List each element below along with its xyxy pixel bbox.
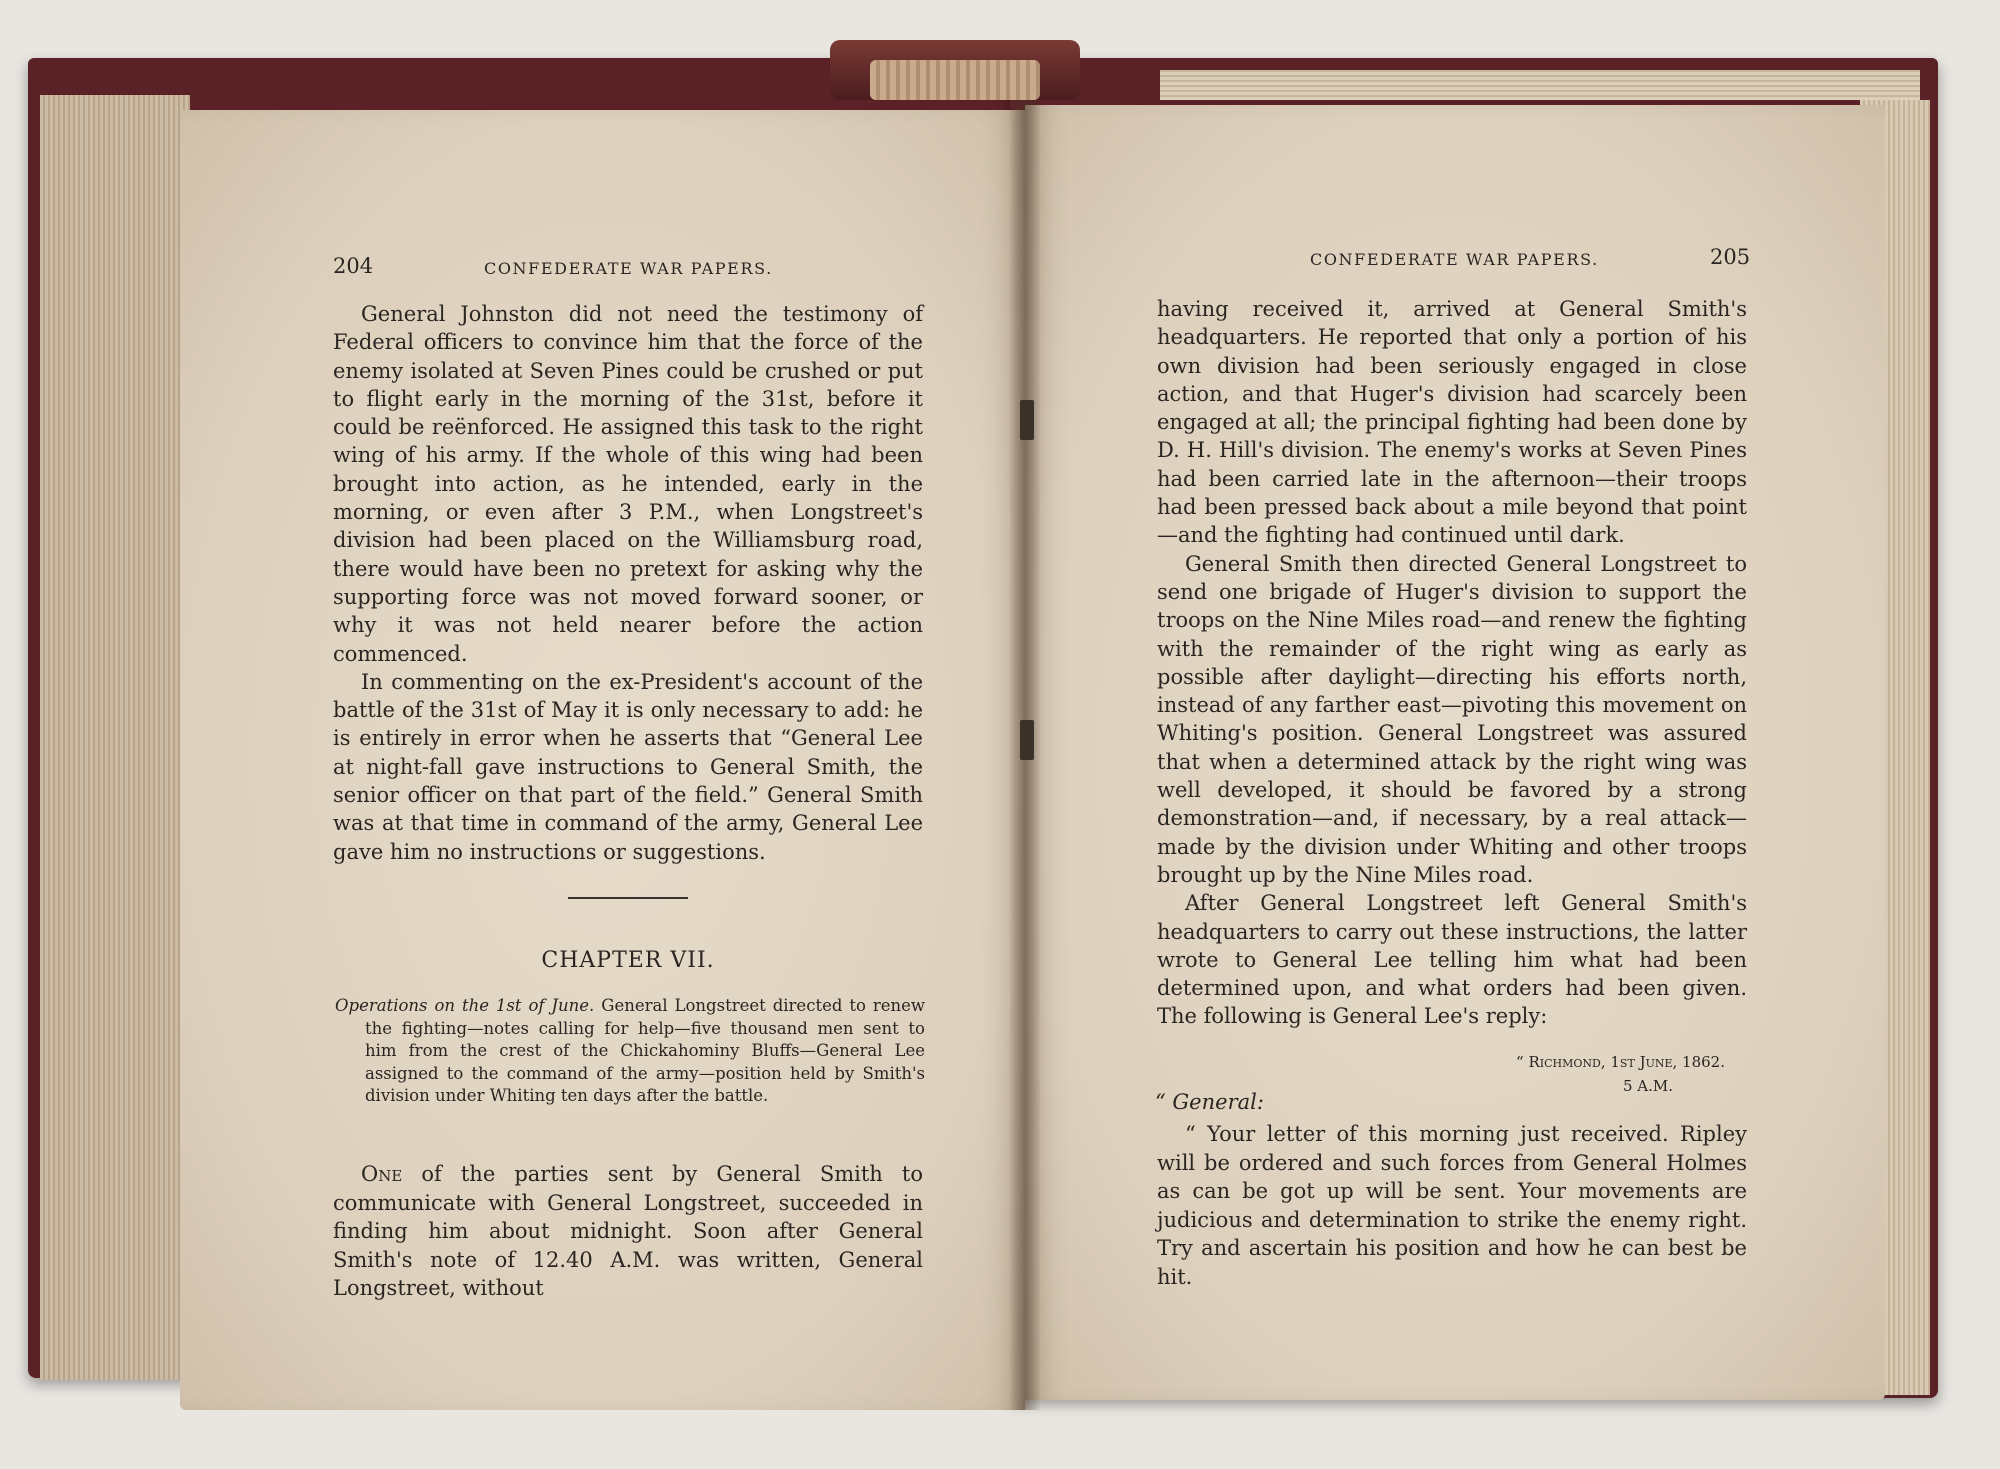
letter-time: 5 A.M.	[1622, 1077, 1673, 1095]
chapter-synopsis	[335, 995, 925, 1108]
letter-salutation: “ General:	[1155, 1090, 1264, 1114]
running-head-left: CONFEDERATE WAR PAPERS.	[484, 259, 773, 278]
paragraph: In commenting on the ex-President's account of the battle of the 31st of May it is only necessary to add: he is entirely in error when he asserts that “General Lee at night-fall gave instructions to General Smith, the senior officer on that part of the field.” General Smith was at that time in command of the army, General Lee gave him no instructions or suggestions.	[333, 669, 923, 864]
letter-body-text	[1157, 1120, 1747, 1291]
page-edges-left	[40, 95, 190, 1380]
running-head-right: CONFEDERATE WAR PAPERS.	[1310, 250, 1599, 269]
opening-small-caps: One	[361, 1162, 403, 1186]
paragraph: General Johnston did not need the testimony of Federal officers to convince him that the force of the enemy isolated at Seven Pines could be crushed or put to flight early in the morning of the 31st, before it could be reënforced. He assigned this task to the right wing of his army. If the whole of this wing had been brought into action, as he intended, early in the morning, or even after 3 P.M., when Longstreet's division had been placed on the Williamsburg road, there would have been no pretext for asking why the supporting force was not moved forward sooner, or why it was not held nearer before the action commenced.	[333, 302, 923, 666]
page-edges-top	[1160, 70, 1920, 100]
synopsis-text: General Longstreet directed to renew the fighting—notes calling for help—five thousand men sent to him from the crest of the Chickahominy Bluffs—General Lee assigned to the command of the army—position held by Smith's division under Whiting ten days after the battle.	[365, 996, 926, 1105]
spine-stitching	[870, 60, 1040, 100]
chapter-opening-text	[333, 1160, 923, 1303]
section-rule	[568, 897, 688, 899]
paragraph: having received it, arrived at General Smith's headquarters. He reported that only a portion of his own division had been seriously engaged in close action, and that Huger's division had scarcely been engaged at all; the principal fighting had been done by D. H. Hill's division. The enemy's works at Seven Pines had been carried late in the afternoon—their troops had been pressed back about a mile beyond that point—and the fighting had continued until dark.	[1157, 297, 1747, 548]
synopsis-lead: Operations on the 1st of June.	[335, 996, 595, 1015]
left-page-text	[333, 300, 923, 866]
binding-tab	[1020, 400, 1034, 440]
paragraph: General Smith then directed General Longstreet to send one brigade of Huger's division to support the troops on the Nine Miles road—and renew the fighting with the remainder of the right wing as early as possible after daylight—directing his efforts north, instead of any farther east—pivoting this movement on Whiting's position. General Longstreet was assured that when a determined attack by the right wing was well developed, it should be favored by a strong demonstration—and, if necessary, by a real attack—made by the division under Whiting and other troops brought up by the Nine Miles road.	[1157, 551, 1747, 887]
chapter-title: CHAPTER VII.	[541, 948, 715, 973]
page-number-right: 205	[1710, 245, 1751, 269]
letter-place-date: “ Richmond, 1st June, 1862.	[1516, 1053, 1725, 1071]
letter-body: “ Your letter of this morning just received. Ripley will be ordered and such forces from General Holmes as can be got up will be sent. Your movements are judicious and determination to strike the enemy right. Try and ascertain his position and how he can best be hit.	[1157, 1122, 1747, 1289]
paragraph: After General Longstreet left General Smith's headquarters to carry out these instructions, the latter wrote to General Lee telling him what had been determined upon, and what orders had been given. The following is General Lee's reply:	[1157, 891, 1747, 1029]
right-page-text	[1157, 295, 1747, 1031]
opening-paragraph: of the parties sent by General Smith to communicate with General Longstreet, succeeded in finding him about midnight. Soon after General Smith's note of 12.40 A.M. was written, General Longstreet, without	[333, 1162, 923, 1300]
page-number-left: 204	[333, 254, 374, 278]
binding-tab	[1020, 720, 1034, 760]
